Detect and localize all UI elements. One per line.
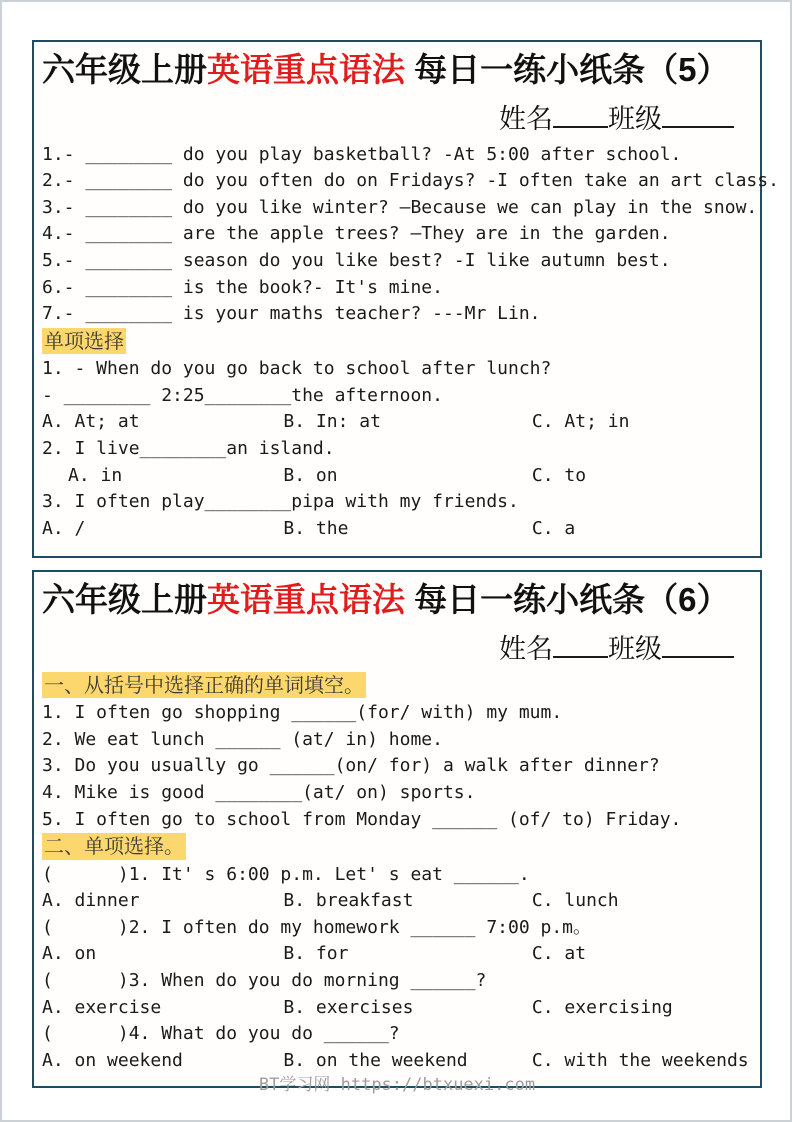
fill-in-question: 4.- ________ are the apple trees? —They are in the garden. <box>42 223 671 245</box>
fill-in-question: 5.- ________ season do you like best? -I like autumn best. <box>42 249 671 271</box>
mc-option: B. exercises <box>283 996 414 1018</box>
card5-title-grade: 六年级上册 <box>42 51 207 88</box>
card5-name-label: 姓名 <box>499 103 553 134</box>
fill-in-question: 1.- ________ do you play basketball? -At 5:00 after school. <box>42 143 682 165</box>
mc-question: 3. I often play________pipa with my friends. <box>42 491 519 513</box>
card6-name-blank <box>553 632 608 658</box>
word-choice-question: 5. I often go to school from Monday ______ (of/ to) Friday. <box>42 808 682 830</box>
mc-question: 2. I live________an island. <box>42 438 335 460</box>
card5-class-blank <box>662 102 734 128</box>
mc-options-row <box>42 409 752 436</box>
card6-title <box>42 578 752 623</box>
mc-question: 1. - When do you go back to school after lunch? <box>42 358 552 380</box>
mc-option: C. lunch <box>531 890 619 912</box>
mc-option: C. At; in <box>531 411 630 433</box>
mc-options-row <box>42 941 752 968</box>
fill-in-question: 6.- ________ is the book?- It's mine. <box>42 276 443 298</box>
mc-option: A. in <box>68 464 123 486</box>
card6-title-series: 每日一练小纸条（6） <box>405 581 730 618</box>
mc-question-answer-line: - ________ 2:25________the afternoon. <box>42 384 443 406</box>
fill-in-question: 7.- ________ is your maths teacher? ---Mr Lin. <box>42 303 541 325</box>
mc-question: ( )2. I often do my homework ______ 7:00 p.m。 <box>42 916 592 938</box>
mc-option: A. / <box>42 517 86 539</box>
mc-option: B. for <box>283 943 349 965</box>
card5-title-subject: 英语重点语法 <box>207 51 405 88</box>
card5-title <box>42 48 752 93</box>
card6-class-label: 班级 <box>608 633 662 664</box>
card6-name-class-line <box>42 627 752 666</box>
mc-option: C. to <box>531 464 587 486</box>
mc-option: C. at <box>531 943 587 965</box>
mc-option: C. with the weekends <box>531 1049 749 1071</box>
fill-in-question: 2.- ________ do you often do on Fridays? -I often take an art class. <box>42 170 779 192</box>
mc-option: A. on <box>42 943 97 965</box>
mc-question: ( )3. When do you do morning ______? <box>42 970 487 992</box>
card5-section-row <box>42 328 752 357</box>
card5-class-label: 班级 <box>608 103 662 134</box>
worksheet-card-5 <box>32 40 779 558</box>
mc-option: C. exercising <box>531 996 673 1018</box>
card6-name-label: 姓名 <box>499 633 553 664</box>
card6-class-blank <box>662 632 734 658</box>
card5-name-class-line <box>42 97 752 136</box>
card6-section1-heading: 一、从括号中选择正确的单词填空。 <box>44 672 364 697</box>
card6-title-subject: 英语重点语法 <box>207 581 405 618</box>
word-choice-question: 2. We eat lunch ______ (at/ in) home. <box>42 728 443 750</box>
card5-name-blank <box>553 102 608 128</box>
word-choice-question: 4. Mike is good ________(at/ on) sports. <box>42 781 476 803</box>
card6-title-grade: 六年级上册 <box>42 581 207 618</box>
worksheet-card-6 <box>32 570 762 1095</box>
mc-option: A. At; at <box>42 411 140 433</box>
mc-option: A. on weekend <box>42 1049 183 1071</box>
card5-title-series: 每日一练小纸条（5） <box>405 51 730 88</box>
card6-section2-row <box>42 833 752 862</box>
word-choice-question: 3. Do you usually go ______(on/ for) a walk after dinner? <box>42 755 660 777</box>
mc-option: B. breakfast <box>283 890 414 912</box>
card5-section-heading: 单项选择 <box>44 328 124 353</box>
word-choice-question: 1. I often go shopping ______(for/ with) my mum. <box>42 702 563 724</box>
mc-options-row <box>42 516 752 543</box>
fill-in-question: 3.- ________ do you like winter? —Because we can play in the snow. <box>42 196 758 218</box>
mc-options-row <box>42 463 752 490</box>
mc-option: B. on <box>283 464 338 486</box>
mc-option: C. a <box>531 517 576 539</box>
card6-section1-row <box>42 672 752 701</box>
mc-option: A. dinner <box>42 890 140 912</box>
mc-option: B. In: at <box>283 411 381 433</box>
mc-question: ( )1. It' s 6:00 p.m. Let' s eat ______. <box>42 863 530 885</box>
mc-option: B. the <box>283 517 349 539</box>
mc-options-row <box>42 995 752 1022</box>
mc-question: ( )4. What do you do ______? <box>42 1023 400 1045</box>
card6-section2-heading: 二、单项选择。 <box>44 834 184 859</box>
mc-option: A. exercise <box>42 996 162 1018</box>
mc-options-row <box>42 888 752 915</box>
site-watermark: BT学习网 https://btxuexi.com <box>258 1075 536 1095</box>
mc-option: B. on the weekend <box>283 1049 468 1071</box>
